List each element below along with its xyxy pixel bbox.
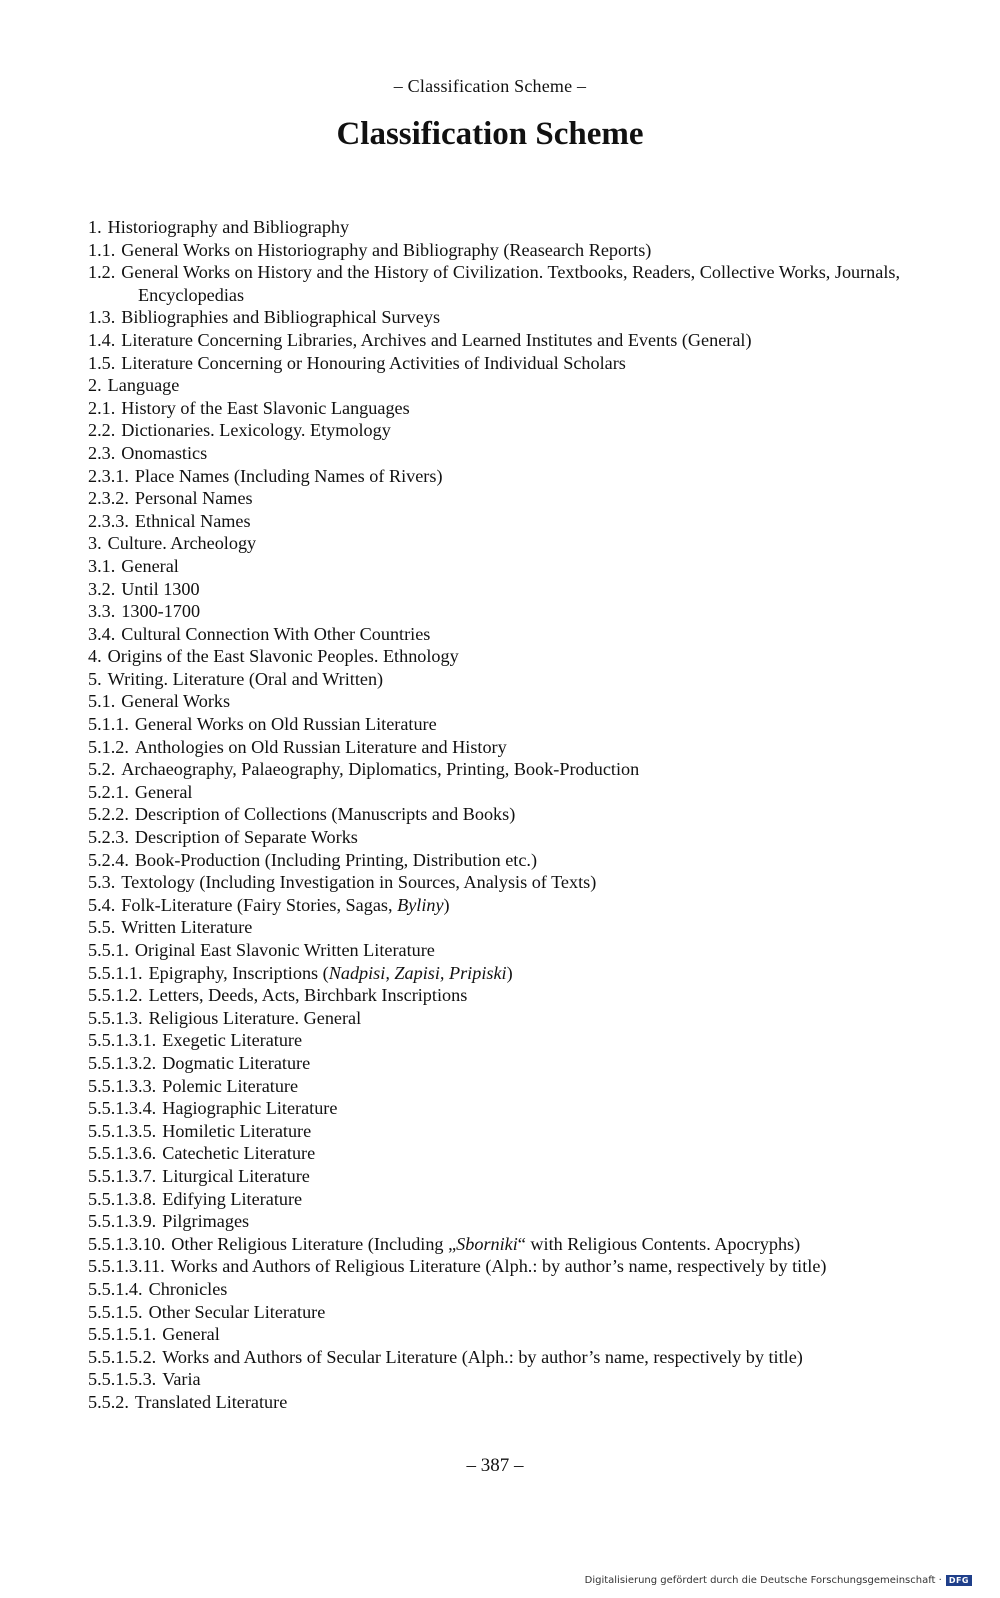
- entry-number: 5.1.2.: [88, 736, 129, 757]
- entry-number: 5.5.1.3.4.: [88, 1098, 157, 1119]
- list-item: [88, 1210, 918, 1233]
- entry-number: 5.5.1.3.8.: [88, 1188, 157, 1209]
- entry-text: Origins of the East Slavonic Peoples. Ethnology: [107, 646, 459, 667]
- entry-number: 2.3.: [88, 442, 116, 463]
- entry-number: 5.2.2.: [88, 804, 129, 825]
- entry-number: 3.2.: [88, 578, 116, 599]
- list-item: [88, 510, 918, 533]
- entry-text: Book-Production (Including Printing, Distribution etc.): [134, 849, 538, 870]
- credit-text: Digitalisierung gefördert durch die Deutsche Forschungsgemeinschaft ·: [584, 1575, 942, 1586]
- entry-number: 3.4.: [88, 623, 116, 644]
- entry-number: 1.1.: [88, 239, 116, 260]
- list-item: [88, 939, 918, 962]
- entry-text: General: [121, 555, 179, 576]
- list-item: [88, 984, 918, 1007]
- entry-text: Anthologies on Old Russian Literature and History: [134, 736, 507, 757]
- entry-number: 5.3.: [88, 872, 116, 893]
- entry-text: Translated Literature: [134, 1391, 288, 1412]
- list-item: [88, 1165, 918, 1188]
- entry-text-end: ): [443, 894, 450, 915]
- entry-italic-term: Nadpisi, Zapisi, Pripiski: [328, 962, 507, 983]
- entry-number: 5.5.1.3.6.: [88, 1143, 157, 1164]
- entry-text: Personal Names: [134, 488, 253, 509]
- list-item: [88, 758, 918, 781]
- entry-number: 5.5.1.: [88, 940, 129, 960]
- entry-number: 5.5.1.1.: [88, 962, 143, 983]
- entry-text: Literature Concerning or Honouring Activities of Individual Scholars: [121, 352, 626, 373]
- entry-text: Works and Authors of Religious Literature (Alph.: by author’s name, respectively by title): [170, 1256, 827, 1277]
- list-item: [88, 1278, 918, 1301]
- entry-number: 5.5.1.3.3.: [88, 1075, 157, 1096]
- entry-number: 5.5.1.3.5.: [88, 1120, 157, 1141]
- entry-text: Original East Slavonic Written Literature: [134, 940, 435, 960]
- list-item: [88, 329, 918, 352]
- entry-text: Cultural Connection With Other Countries: [121, 623, 431, 644]
- entry-text: Place Names (Including Names of Rivers): [134, 465, 443, 486]
- list-item: [88, 1346, 918, 1369]
- entry-number: 5.5.1.3.: [88, 1007, 143, 1028]
- entry-text: Language: [107, 375, 180, 396]
- entry-text: Homiletic Literature: [162, 1120, 312, 1141]
- entry-number: 5.5.1.3.7.: [88, 1165, 157, 1186]
- entry-text: Other Secular Literature: [148, 1301, 326, 1322]
- list-item: [88, 713, 918, 736]
- entry-number: 1.5.: [88, 352, 116, 373]
- entry-text: Works and Authors of Secular Literature (Alph.: by author’s name, respectively by title): [162, 1346, 803, 1367]
- entry-italic-term: Sborniki: [456, 1233, 518, 1254]
- list-item: [88, 849, 918, 872]
- entry-text: History of the East Slavonic Languages: [121, 397, 410, 418]
- entry-text: Pilgrimages: [162, 1211, 250, 1232]
- entry-text: Epigraphy, Inscriptions (: [148, 962, 329, 983]
- entry-number: 5.: [88, 668, 102, 689]
- list-item: [88, 1188, 918, 1211]
- list-item: [88, 736, 918, 759]
- list-item: [88, 1120, 918, 1143]
- entry-number: 5.2.1.: [88, 781, 129, 802]
- entry-number: 3.3.: [88, 601, 116, 622]
- list-item: [88, 239, 918, 262]
- list-item: [88, 419, 918, 442]
- list-item: [88, 1007, 918, 1030]
- list-item: [88, 1323, 918, 1346]
- list-item: [88, 1142, 918, 1165]
- entry-number: 2.3.2.: [88, 488, 129, 509]
- list-item: [88, 690, 918, 713]
- entry-text: Textology (Including Investigation in Sources, Analysis of Texts): [121, 872, 597, 893]
- entry-number: 5.2.3.: [88, 827, 129, 848]
- entry-text: Hagiographic Literature: [162, 1098, 338, 1119]
- list-item: [88, 261, 918, 306]
- list-item: [88, 532, 918, 555]
- list-item: [88, 442, 918, 465]
- list-item: [88, 962, 918, 985]
- entry-text: Other Religious Literature (Including „: [171, 1233, 457, 1254]
- list-item: [88, 781, 918, 804]
- entry-number: 5.5.1.2.: [88, 985, 143, 1006]
- list-item: [88, 871, 918, 894]
- entry-text: Literature Concerning Libraries, Archives and Learned Institutes and Events (General): [121, 329, 752, 350]
- entry-number: 5.4.: [88, 894, 116, 915]
- list-item: [88, 1255, 918, 1278]
- entry-number: 2.: [88, 375, 102, 396]
- entry-text-end: “ with Religious Contents. Apocryphs): [517, 1233, 801, 1254]
- list-item: [88, 600, 918, 623]
- entry-text: Chronicles: [148, 1278, 228, 1299]
- entry-text: Edifying Literature: [162, 1188, 303, 1209]
- list-item: [88, 826, 918, 849]
- entry-italic-term: Byliny: [397, 894, 444, 915]
- list-item: [88, 1391, 918, 1414]
- entry-text: Religious Literature. General: [148, 1007, 362, 1028]
- entry-text: Historiography and Bibliography: [107, 217, 350, 237]
- entry-number: 5.5.1.3.11.: [88, 1256, 165, 1277]
- entry-number: 5.5.1.4.: [88, 1278, 143, 1299]
- list-item: [88, 306, 918, 329]
- entry-text: Ethnical Names: [134, 510, 251, 531]
- entry-number: 1.4.: [88, 329, 116, 350]
- list-item: [88, 1368, 918, 1391]
- entry-text: Dogmatic Literature: [162, 1052, 311, 1073]
- entry-text-end: ): [506, 962, 513, 983]
- list-item: [88, 465, 918, 488]
- entry-text: Bibliographies and Bibliographical Surveys: [121, 307, 441, 328]
- entry-text: Archaeography, Palaeography, Diplomatics, Printing, Book-Production: [121, 759, 640, 780]
- entry-text: Until 1300: [121, 578, 200, 599]
- entry-text: General Works: [121, 691, 231, 712]
- entry-text: 1300-1700: [121, 601, 201, 622]
- entry-number: 2.2.: [88, 420, 116, 441]
- entry-number: 5.5.1.3.10.: [88, 1233, 166, 1254]
- entry-text: Description of Collections (Manuscripts and Books): [134, 804, 516, 825]
- page-number: – 387 –: [466, 1455, 524, 1476]
- list-item: [88, 623, 918, 646]
- list-item: [88, 555, 918, 578]
- entry-text: Letters, Deeds, Acts, Birchbark Inscriptions: [148, 985, 468, 1006]
- list-item: [88, 397, 918, 420]
- entry-number: 5.5.1.5.1.: [88, 1324, 157, 1345]
- entry-text: Varia: [162, 1369, 201, 1390]
- list-item: [88, 374, 918, 397]
- entry-number: 2.3.3.: [88, 510, 129, 531]
- entry-number: 5.5.: [88, 917, 116, 938]
- list-item: [88, 1233, 918, 1256]
- entry-number: 2.3.1.: [88, 465, 129, 486]
- list-item: [88, 1029, 918, 1052]
- entry-number: 5.1.1.: [88, 714, 129, 735]
- entry-text: General: [162, 1324, 220, 1345]
- list-item: [88, 803, 918, 826]
- list-item: [88, 1075, 918, 1098]
- entry-number: 1.3.: [88, 307, 116, 328]
- entry-number: 5.5.1.3.9.: [88, 1211, 157, 1232]
- entry-text: General Works on Historiography and Bibliography (Reasearch Reports): [121, 239, 652, 260]
- running-head: – Classification Scheme –: [393, 76, 587, 96]
- entry-number: 5.5.1.5.3.: [88, 1369, 157, 1390]
- list-item: [88, 916, 918, 939]
- entry-text: Onomastics: [121, 442, 208, 463]
- entry-text: Culture. Archeology: [107, 533, 257, 554]
- list-item: [88, 352, 918, 375]
- entry-number: 5.5.1.5.: [88, 1301, 143, 1322]
- entry-text: General Works on History and the History of Civilization. Textbooks, Readers, Collective Works, Journals, Encyclopedias: [121, 262, 901, 305]
- entry-number: 5.5.1.3.2.: [88, 1052, 157, 1073]
- entry-text: General Works on Old Russian Literature: [134, 714, 437, 735]
- entry-text: Catechetic Literature: [162, 1143, 316, 1164]
- entry-text: Polemic Literature: [162, 1075, 299, 1096]
- list-item: [88, 668, 918, 691]
- entry-text: Dictionaries. Lexicology. Etymology: [121, 420, 391, 441]
- entry-text: General: [134, 781, 193, 802]
- entry-number: 5.5.1.3.1.: [88, 1030, 157, 1051]
- entry-number: 3.1.: [88, 555, 116, 576]
- list-item: [88, 1301, 918, 1324]
- entry-text: Exegetic Literature: [162, 1030, 303, 1051]
- entry-number: 5.2.4.: [88, 849, 129, 870]
- entry-text: Folk-Literature (Fairy Stories, Sagas,: [121, 894, 398, 915]
- dfg-logo-icon: DFG: [946, 1575, 972, 1586]
- list-item: [88, 578, 918, 601]
- entry-number: 1.2.: [88, 262, 116, 283]
- entry-text: Writing. Literature (Oral and Written): [107, 668, 384, 689]
- entry-number: 5.1.: [88, 691, 116, 712]
- list-item: [88, 1052, 918, 1075]
- entry-text: Liturgical Literature: [162, 1165, 310, 1186]
- entry-number: 1.: [88, 217, 102, 237]
- entry-number: 5.5.1.5.2.: [88, 1346, 157, 1367]
- list-item: [88, 645, 918, 668]
- list-item: [88, 216, 918, 239]
- entry-text: Description of Separate Works: [134, 827, 358, 848]
- entry-number: 4.: [88, 646, 102, 667]
- digitization-credit: [585, 1575, 972, 1586]
- entry-text: Written Literature: [121, 917, 253, 938]
- list-item: [88, 487, 918, 510]
- entry-number: 2.1.: [88, 397, 116, 418]
- entry-number: 5.2.: [88, 759, 116, 780]
- entry-number: 3.: [88, 533, 102, 554]
- page-title: Classification Scheme: [336, 116, 644, 152]
- classification-list: [88, 216, 918, 1413]
- entry-number: 5.5.2.: [88, 1391, 129, 1412]
- list-item: [88, 1097, 918, 1120]
- list-item: [88, 894, 918, 917]
